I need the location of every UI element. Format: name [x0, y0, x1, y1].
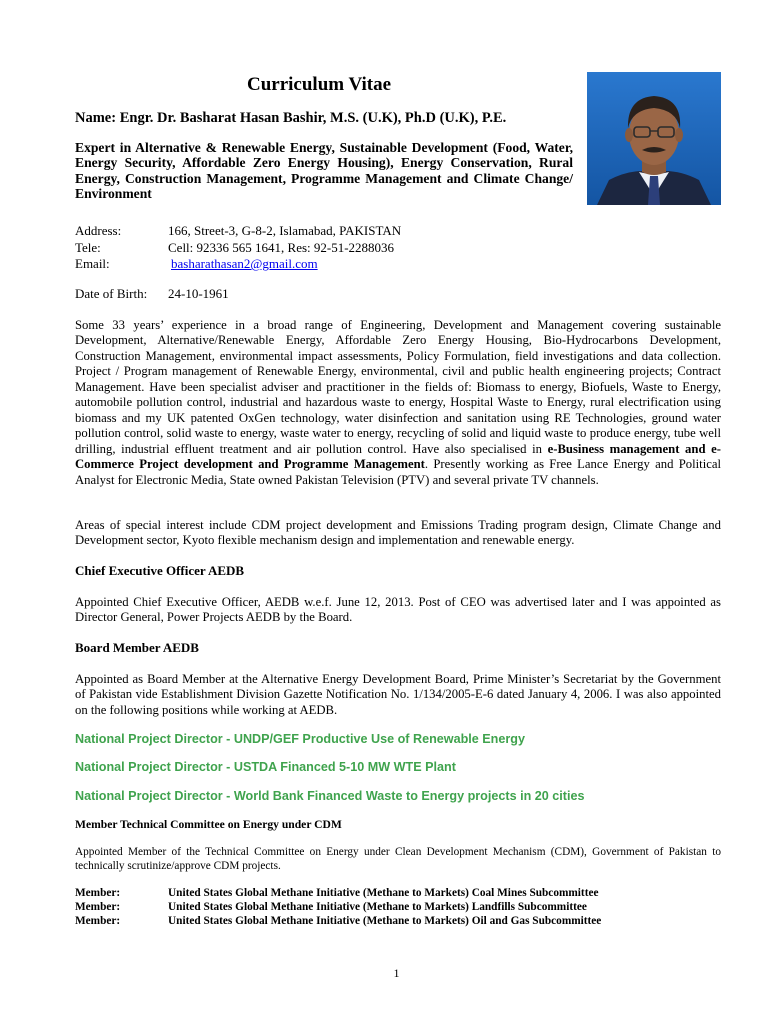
tele-row	[75, 240, 401, 257]
project-role-heading: National Project Director - World Bank Financed Waste to Energy projects in 20 cities	[75, 789, 585, 803]
cdm-heading: Member Technical Committee on Energy under CDM	[75, 818, 342, 831]
membership-label: Member:	[75, 901, 121, 914]
contact-block	[75, 223, 401, 273]
summary-bold-text: e-Business management and e-Commerce Project development and Programme Management	[75, 441, 722, 472]
membership-item	[75, 900, 601, 914]
expertise-summary: Expert in Alternative & Renewable Energy, Sustainable Development (Food, Water, Energy Security, Affordable Zero Energy Housing), Energy Conservation, Rural Energy, Construction Management, Programme Management and Climate Change/ Environment	[75, 140, 573, 201]
email-label: Email:	[75, 256, 110, 271]
membership-label: Member:	[75, 887, 121, 899]
date-of-birth	[75, 286, 229, 302]
address-row	[75, 223, 401, 240]
membership-value: United States Global Methane Initiative (Methane to Markets) Oil and Gas Subcommittee	[168, 915, 602, 928]
dob-value: 24-10-1961	[168, 286, 229, 301]
name-value: Engr. Dr. Basharat Hasan Bashir	[119, 110, 323, 126]
experience-summary	[75, 318, 721, 488]
membership-list	[75, 886, 601, 929]
dob-label: Date of Birth:	[75, 286, 148, 301]
portrait-image	[587, 72, 721, 205]
membership-item	[75, 914, 601, 928]
cdm-paragraph: Appointed Member of the Technical Committee on Energy under Clean Development Mechanism (CDM), Government of Pakistan to technically scrutinize/approve CDM projects.	[75, 846, 721, 872]
page-number: 1	[393, 966, 400, 980]
name-qualifications: , M.S. (U.K), Ph.D (U.K), P.E.	[322, 110, 507, 126]
name-label: Name:	[75, 110, 117, 126]
address-value: 166, Street-3, G-8-2, Islamabad, PAKISTAN	[168, 223, 402, 238]
summary-text-2: . Presently working as Free Lance Energy and Political Analyst for Electronic Media, State owned Pakistan Television (PTV) and several private TV channels.	[75, 457, 722, 487]
membership-value: United States Global Methane Initiative (Methane to Markets) Landfills Subcommittee	[168, 901, 587, 914]
name-line	[75, 110, 506, 127]
ceo-heading: Chief Executive Officer AEDB	[75, 563, 245, 578]
page-title: Curriculum Vitae	[247, 74, 392, 95]
membership-item	[75, 886, 601, 900]
project-role-heading: National Project Director - USTDA Financed 5-10 MW WTE Plant	[75, 760, 456, 774]
email-link[interactable]: basharathasan2@gmail.com	[171, 256, 318, 271]
project-role-heading: National Project Director - UNDP/GEF Productive Use of Renewable Energy	[75, 732, 525, 746]
interest-paragraph: Areas of special interest include CDM project development and Emissions Trading program design, Climate Change and Development sector, Kyoto flexible mechanism design and implementation and renewable energy.	[75, 518, 721, 548]
summary-text-1: Some 33 years’ experience in a broad range of Engineering, Development and Management covering sustainable Development, Alternative/Renewable Energy, Affordable Zero Energy Housing, Bio-Hydrocarbons Development, Construction Management, environmental impact assessments, Policy Formulation, field investigations and data collection. Project / Program management of Renewable Energy, environmental, civil and public health engineering projects; Contract Management. Have been specialist adviser and practitioner in the fields of: Biomass to energy, Biofuels, Waste to Energy, automobile pollution control, industrial and hazardous waste to energy, Hospital Waste to Energy, rural electrification using biomass and my UK patented OxGen technology, water disinfection and sanitation using RE Technologies, ground water pollution control, solid waste to energy, waste water to energy, recycling of solid and liquid waste to produce energy, tube well drilling, industrial effluent treatment and air pollution control. Have also specialised in	[75, 318, 721, 456]
tele-label: Tele:	[75, 239, 101, 255]
address-label: Address:	[75, 223, 122, 238]
ceo-paragraph: Appointed Chief Executive Officer, AEDB w.e.f. June 12, 2013. Post of CEO was advertised later and I was appointed as Director General, Power Projects AEDB by the Board.	[75, 595, 721, 625]
profile-photo	[587, 72, 721, 205]
membership-label: Member:	[75, 915, 121, 928]
email-row	[75, 256, 401, 273]
board-paragraph: Appointed as Board Member at the Alternative Energy Development Board, Prime Minister’s Secretariat by the Government of Pakistan vide Establishment Division Gazette Notification No. 1/134/2005-E-6 dated January 4, 2006. I was also appointed on the following positions while working at AEDB.	[75, 672, 721, 717]
board-heading: Board Member AEDB	[75, 640, 199, 655]
tele-value: Cell: 92336 565 1641, Res: 92-51-2288036	[168, 239, 395, 255]
membership-value: United States Global Methane Initiative (Methane to Markets) Coal Mines Subcommittee	[168, 887, 599, 899]
